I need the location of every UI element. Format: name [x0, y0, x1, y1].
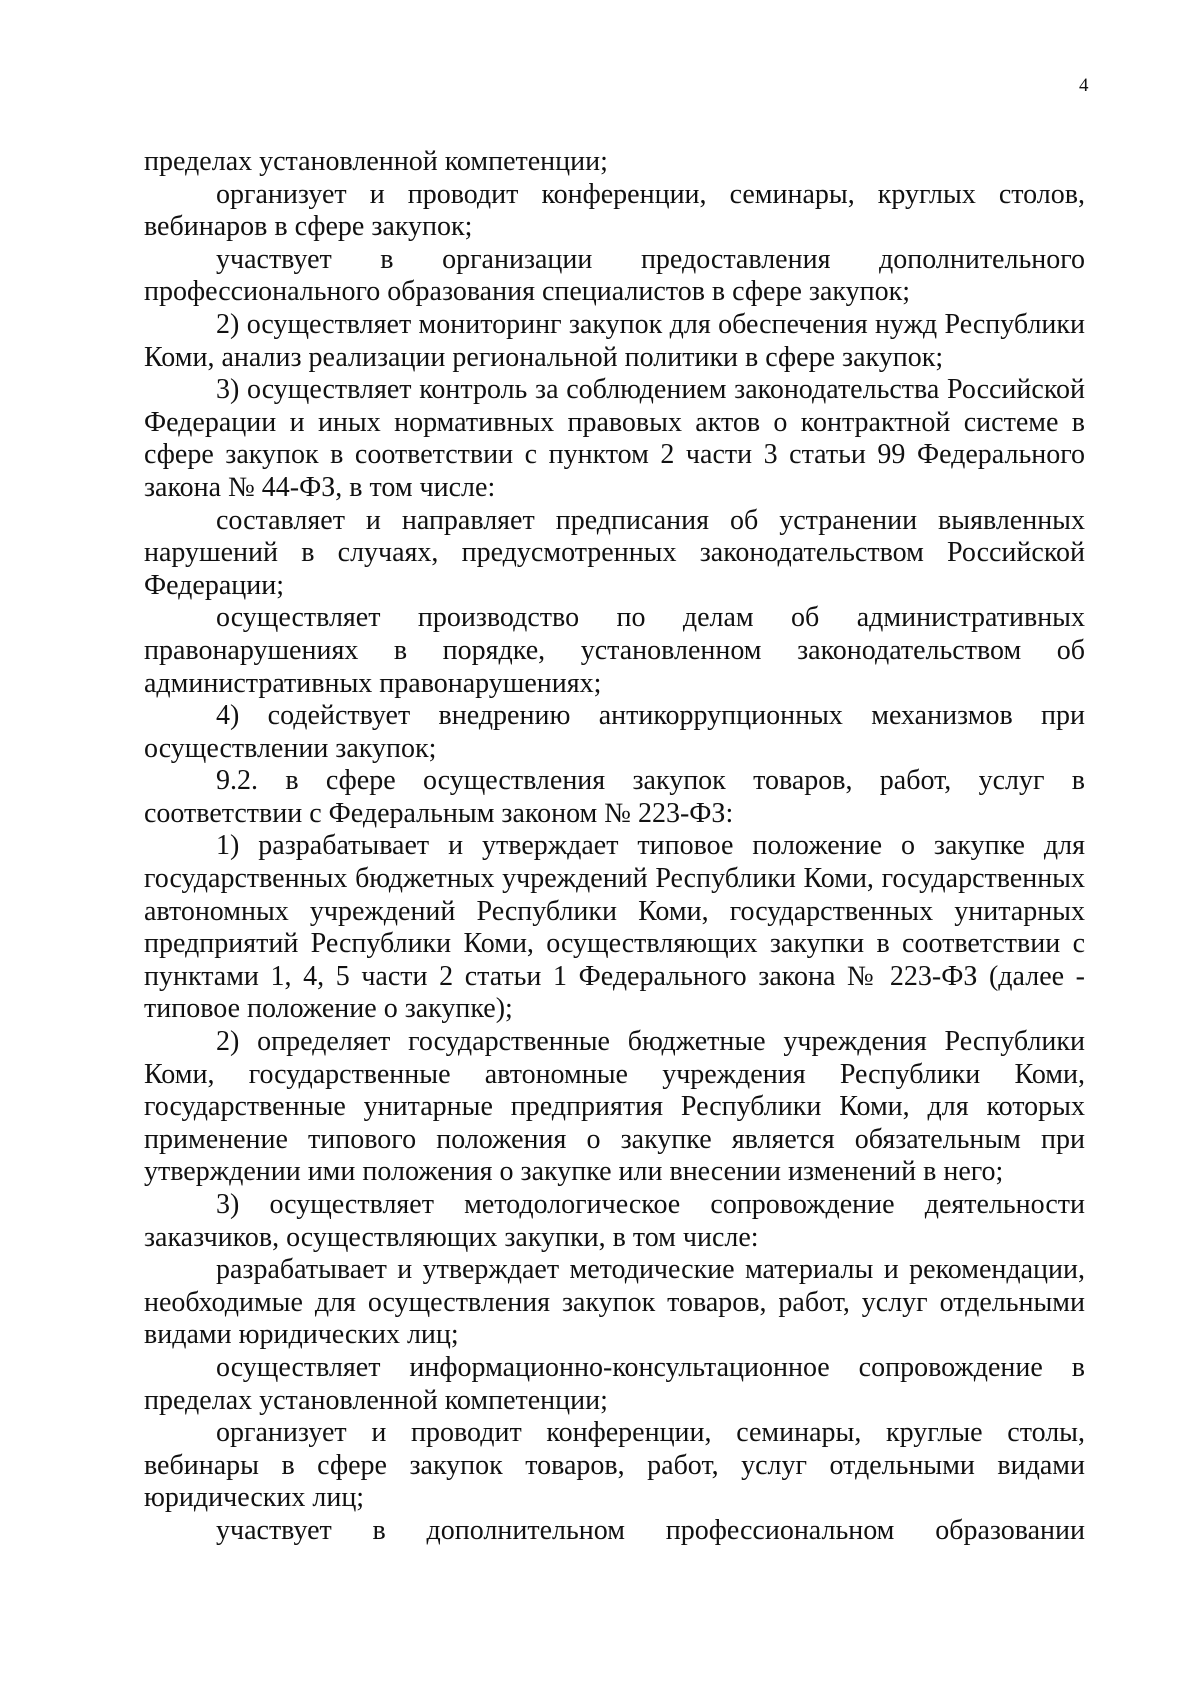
- paragraph: осуществляет производство по делам об административных правонарушениях в порядке, установленном законодательством об административных правонарушениях;: [144, 602, 1085, 699]
- paragraph: 4) содействует внедрению антикоррупционных механизмов при осуществлении закупок;: [144, 700, 1085, 764]
- paragraph: 3) осуществляет контроль за соблюдением законодательства Российской Федерации и иных нормативных правовых актов о контрактной системе в сфере закупок в соответствии с пунктом 2 части 3 статьи 99 Федерального закона № 44-ФЗ, в том числе:: [144, 374, 1085, 503]
- paragraph: осуществляет информационно-консультационное сопровождение в пределах установленной компетенции;: [144, 1351, 1085, 1416]
- paragraph: 2) определяет государственные бюджетные учреждения Республики Коми, государственные автономные учреждения Республики Коми, государственные унитарные предприятия Республики Коми, для которых применение типового положения о закупке является обязательным при утверждении ими положения о закупке или внесении изменений в него;: [144, 1026, 1085, 1188]
- paragraph: составляет и направляет предписания об устранении выявленных нарушений в случаях, предусмотренных законодательством Российской Федерации;: [144, 504, 1085, 601]
- document-body: [144, 146, 1085, 1548]
- paragraph: разрабатывает и утверждает методические материалы и рекомендации, необходимые для осуществления закупок товаров, работ, услуг отдельными видами юридических лиц;: [144, 1254, 1085, 1351]
- paragraph-continuation: пределах установленной компетенции;: [144, 146, 608, 177]
- paragraph: участвует в организации предоставления дополнительного профессионального образования специалистов в сфере закупок;: [144, 243, 1085, 308]
- paragraph-continues-next-page: участвует в дополнительном профессиональном образовании: [216, 1514, 1085, 1546]
- paragraph: 2) осуществляет мониторинг закупок для обеспечения нужд Республики Коми, анализ реализации региональной политики в сфере закупок;: [144, 308, 1085, 373]
- page-number: 4: [1079, 75, 1089, 96]
- paragraph: организует и проводит конференции, семинары, круглые столы, вебинары в сфере закупок товаров, работ, услуг отдельными видами юридических лиц;: [144, 1417, 1085, 1514]
- paragraph: 9.2. в сфере осуществления закупок товаров, работ, услуг в соответствии с Федеральным законом № 223-ФЗ:: [144, 765, 1085, 829]
- paragraph: организует и проводит конференции, семинары, круглых столов, вебинаров в сфере закупок;: [144, 178, 1085, 243]
- paragraph: 3) осуществляет методологическое сопровождение деятельности заказчиков, осуществляющих закупки, в том числе:: [144, 1189, 1085, 1253]
- paragraph: 1) разрабатывает и утверждает типовое положение о закупке для государственных бюджетных учреждений Республики Коми, государственных автономных учреждений Республики Коми, государственных унитарных предприятий Республики Коми, осуществляющих закупки в соответствии с пунктами 1, 4, 5 части 2 статьи 1 Федерального закона № 223-ФЗ (далее - типовое положение о закупке);: [144, 830, 1085, 1025]
